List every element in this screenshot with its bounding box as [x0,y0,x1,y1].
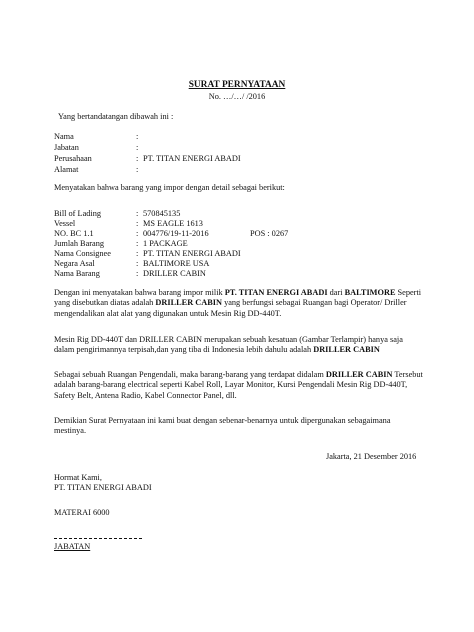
paragraph-text: Dengan ini menyatakan bahwa barang impor milik [54,288,225,297]
detail-barang-row [54,269,206,279]
field-colon: : [136,249,139,258]
jabatan-label: JABATAN [54,542,91,551]
field-colon: : [136,209,139,218]
paragraph-4: Demikian Surat Pernyataan ini kami buat dengan sebenar-benarnya untuk dipergunakan sebagaimana mestinya. [54,416,391,436]
signature-line [54,538,142,539]
field-label: NO. BC 1.1 [54,229,94,238]
field-value: 1 PACKAGE [143,239,188,248]
document-title: SURAT PERNYATAAN [188,80,286,90]
detail-negara-row [54,259,209,269]
field-value: 004776/19-11-2016 [143,229,209,238]
field-label: Jumlah Barang [54,239,105,248]
intro-text: Yang bertandatangan dibawah ini : [58,112,174,121]
field-label: Nama Consignee [54,249,111,258]
detail-bc-row [54,229,209,239]
paragraph-text: Seperti yang disebutkan diatas adalah [54,288,422,308]
field-value: BALTIMORE USA [143,259,210,268]
signer-alamat-row [54,165,143,175]
paragraph-text: yang berfungsi sebagai Ruangan bagi Operator/ Driller mengendalikan alat alat yang digunakan untuk Mesin Rig DD-440T. [54,298,407,318]
detail-pos: POS : 0267 [250,229,289,238]
field-label: Nama [54,132,74,141]
paragraph-text: Tersebut adalah barang-barang electrical seperti Kabel Roll, Layar Monitor, Kursi Pengendali Mesin Rig DD-440T, Safety Belt, Antena Radio, Kabel Connector Panel, dll. [54,370,423,400]
field-label: Alamat [54,165,79,174]
detail-consignee-row [54,249,241,259]
origin-emphasis: BALTIMORE [344,288,396,297]
field-value: PT. TITAN ENERGI ABADI [143,249,241,258]
field-label: Negara Asal [54,259,95,268]
signer-perusahaan-row [54,154,241,164]
field-label: Jabatan [54,143,79,152]
field-label: Perusahaan [54,154,92,163]
item-emphasis: DRILLER CABIN [313,345,380,355]
paragraph-text: Sebagai sebuah Ruangan Pengendali, maka barang-barang yang terdapat didalam [54,370,326,379]
detail-jumlah-row [54,239,188,249]
item-emphasis: DRILLER CABIN [155,298,222,308]
field-value: PT. TITAN ENERGI ABADI [143,154,241,163]
paragraph-text: dari [327,288,345,297]
field-colon: : [136,259,139,268]
paragraph-1 [54,288,424,319]
closing-regards: Hormat Kami, [54,473,102,482]
field-colon: : [136,165,139,174]
field-colon: : [136,154,139,163]
field-value: DRILLER CABIN [143,269,206,278]
detail-vessel-row [54,219,203,229]
field-label: Nama Barang [54,269,100,278]
declaration-intro: Menyatakan bahwa barang yang impor dengan detail sebagai berikut: [54,183,285,192]
field-label: Bill of Lading [54,209,102,218]
company-emphasis: PT. TITAN ENERGI ABADI [224,288,328,297]
field-value: MS EAGLE 1613 [143,219,203,228]
paragraph-text: Mesin Rig DD-440T dan DRILLER CABIN merupakan sebuah kesatuan (Gambar Terlampir) hanya saja dalam pengirimannya terpisah,dan yang tiba di Indonesia lebih dahulu adalah [54,335,403,355]
field-colon: : [136,269,139,278]
field-colon: : [136,132,139,141]
document-number: No. …/…/ /2016 [208,92,266,101]
detail-bl-row [54,209,180,219]
signer-name-row [54,132,143,142]
paragraph-3 [54,370,424,401]
materai-label: MATERAI 6000 [54,508,110,517]
field-colon: : [136,143,139,152]
field-colon: : [136,219,139,228]
paragraph-2 [54,335,424,356]
item-emphasis: DRILLER CABIN [325,370,393,379]
closing-company: PT. TITAN ENERGI ABADI [54,483,152,492]
field-label: Vessel [54,219,76,228]
field-value: 570845135 [143,209,181,218]
signer-jabatan-row [54,143,143,153]
place-date: Jakarta, 21 Desember 2016 [326,452,417,461]
field-colon: : [136,239,139,248]
field-colon: : [136,229,139,238]
